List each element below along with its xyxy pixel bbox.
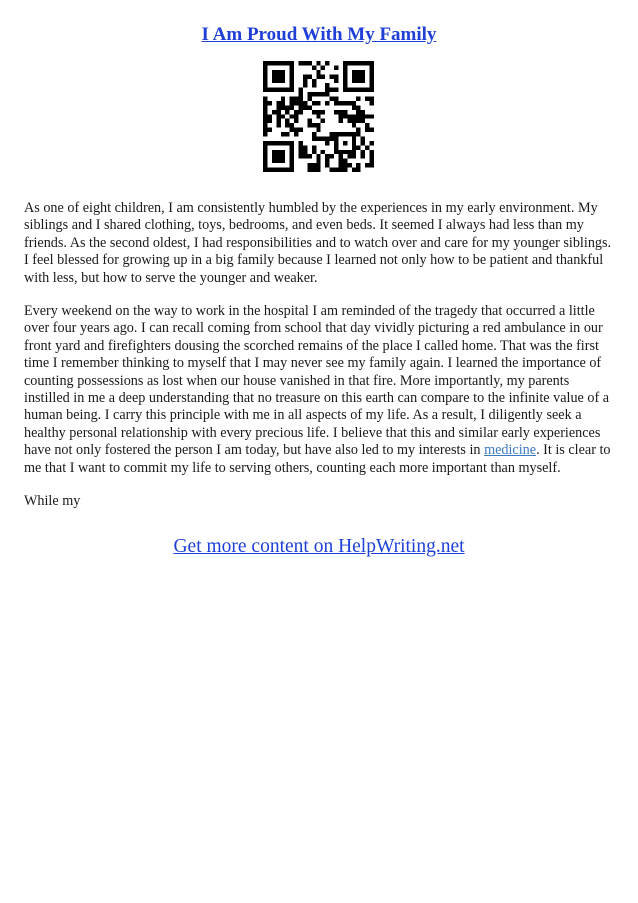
paragraph-2-text-b: . It is clear to me that I want to commit my life to serving others, counting each more important than myself. — [24, 442, 611, 476]
paragraph-2 — [24, 303, 616, 477]
document-title-link[interactable]: I Am Proud With My Family — [201, 24, 437, 45]
paragraph-3: While my — [24, 493, 81, 510]
paragraph-1: As one of eight children, I am consistently humbled by the experiences in my early environment. My siblings and I shared clothing, toys, bedrooms, and even beds. It seemed I always had less than my friends. As the second oldest, I had responsibilities and to watch over and care for my younger siblings. I feel blessed for growing up in a big family because I learned not only how to be patient and thankful with less, but how to serve the younger and weaker. — [24, 200, 612, 286]
more-content-footer — [0, 536, 638, 558]
get-more-content-link[interactable]: Get more content on HelpWriting.net — [173, 536, 465, 557]
paragraph-2-text-a: Every weekend on the way to work in the hospital I am reminded of the tragedy that occurred a little over four years ago. I can recall coming from school that day vividly picturing a red ambulance in our front yard and firefighters dousing the scorched remains of the place I called home. That was the first time I remember thinking to myself that I may never see my family again. I learned the importance of counting possessions as lost when our house vanished in that fire. More importantly, my parents instilled in me a deep understanding that no treasure on this earth can compare to the infinite value of a human being. I carry this principle with me in all aspects of my life. As a result, I diligently seek a healthy personal relationship with every precious life. I believe that this and similar early experiences have not only fostered the person I am today, but have also led to my interests in — [24, 303, 610, 459]
medicine-link[interactable]: medicine — [484, 442, 537, 459]
qr-code-icon — [263, 61, 374, 172]
document-body — [24, 200, 616, 527]
